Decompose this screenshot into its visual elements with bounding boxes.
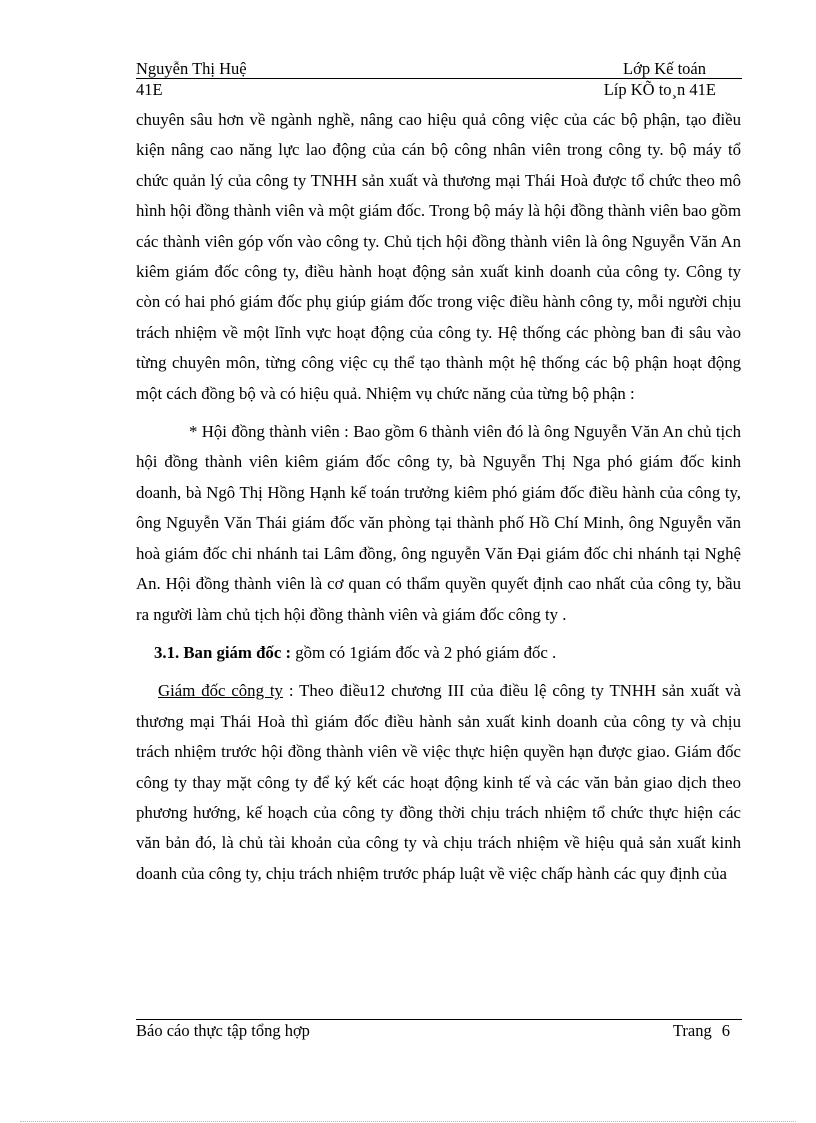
header-divider	[136, 78, 742, 79]
director-lead: Giám đốc công ty	[158, 681, 283, 701]
document-body	[136, 105, 741, 889]
section-3-1	[136, 638, 741, 668]
paragraph-intro: chuyên sâu hơn về ngành nghề, nâng cao hiệu quả công việc của các bộ phận, tạo điều kiện nâng cao năng lực lao động của cán bộ công nhân viên trong công ty. bộ máy tổ chức quản lý của công ty TNHH sản xuất và thương mại Thái Hoà được tổ chức theo mô hình hội đồng thành viên và một giám đốc. Trong bộ máy là hội đồng thành viên bao gồm các thành viên góp vốn vào công ty. Chủ tịch hội đồng thành viên là ông Nguyễn Văn An kiêm giám đốc công ty, điều hành hoạt động sản xuất kinh doanh của công ty. Công ty còn có hai phó giám đốc phụ giúp giám đốc trong việc điều hành công ty, mỗi người chịu trách nhiệm về một lĩnh vực hoạt động của công ty. Hệ thống các phòng ban đi sâu vào từng chuyên môn, từng công việc cụ thể tạo thành một hệ thống các bộ phận hoạt động một cách đồng bộ và có hiệu quả. Nhiệm vụ chức năng của từng bộ phận :	[136, 110, 741, 403]
section-3-1-heading: 3.1. Ban giám đốc :	[154, 642, 292, 662]
header-author: Nguyễn Thị Huệ	[136, 59, 247, 78]
paragraph-director	[136, 676, 741, 889]
director-text: : Theo điều12 chương III của điều lệ công ty TNHH sản xuất và thương mại Thái Hoà thì giám đốc điều hành sản xuất kinh doanh của công ty và chịu trách nhiệm trước hội đồng thành viên về việc thực hiện quyền hạn được giao. Giám đốc công ty thay mặt công ty để ký kết các hoạt động kinh tế và các văn bản giao dịch theo phương hướng, kế hoạch của công ty đồng thời chịu trách nhiệm tổ chức thực hiện các văn bản đó, là chủ tài khoản của công ty và chịu trách nhiệm về hiệu quả sản xuất kinh doanh của công ty, chịu trách nhiệm trước pháp luật về việc chấp hành các quy định của	[136, 681, 741, 883]
footer-divider	[136, 1019, 742, 1020]
footer-title: Báo cáo thực tập tổng hợp	[136, 1021, 310, 1040]
header-class: Lớp Kế toán	[623, 59, 706, 78]
page-edge	[20, 1121, 796, 1122]
page-number-value: 6	[721, 1021, 730, 1040]
page-label: Trang	[672, 1021, 712, 1040]
header-class-garbled: Líp KÕ to¸n 41E	[603, 80, 716, 99]
paragraph-members-council: * Hội đồng thành viên : Bao gồm 6 thành viên đó là ông Nguyễn Văn An chủ tịch hội đồng thành viên kiêm giám đốc công ty, bà Nguyễn Thị Nga phó giám đốc kinh doanh, bà Ngô Thị Hồng Hạnh kế toán trưởng kiêm phó giám đốc điều hành của công ty, ông Nguyễn Văn Thái giám đốc văn phòng tại thành phố Hồ Chí Minh, ông Nguyễn văn hoà giám đốc chi nhánh tai Lâm đồng, ông nguyễn Văn Đại giám đốc chi nhánh tại Nghệ An. Hội đồng thành viên là cơ quan có thẩm quyền quyết định cao nhất của công ty, bầu ra người làm chủ tịch hội đồng thành viên và giám đốc công ty .	[136, 422, 741, 624]
header-class-code: 41E	[136, 80, 163, 99]
section-3-1-text: gồm có 1giám đốc và 2 phó giám đốc .	[291, 642, 557, 662]
page-number	[673, 1021, 730, 1041]
